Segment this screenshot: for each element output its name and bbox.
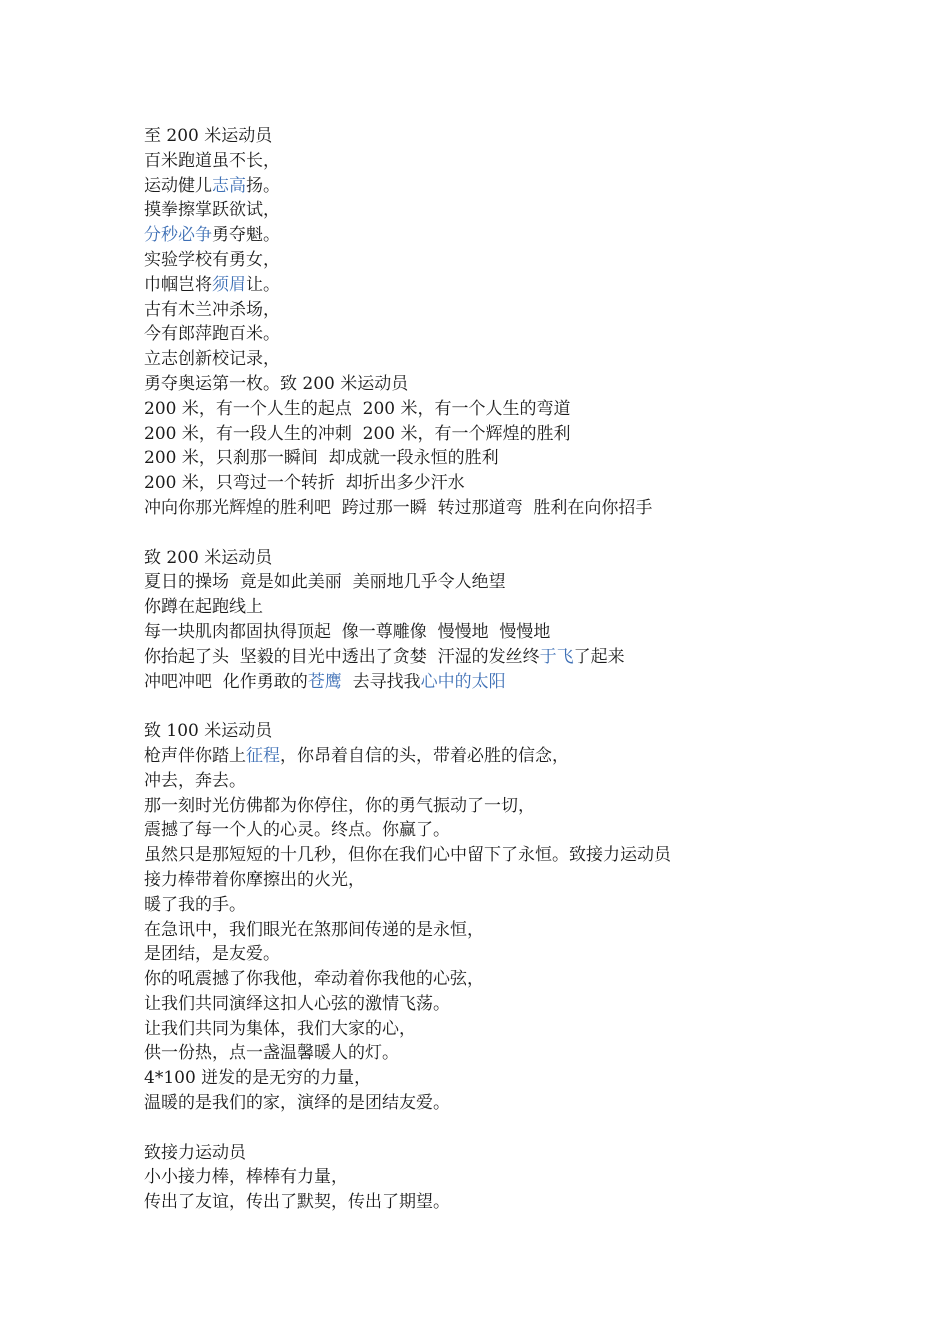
text-segment: 小小接力棒，棒棒有力量， [144, 1167, 348, 1188]
text-segment: 温暖的是我们的家，演绎的是团结友爱。 [144, 1093, 450, 1114]
keyword-link[interactable]: 于飞 [539, 646, 574, 667]
text-segment: 200 米，只弯过一个转折 却折出多少汗水 [144, 473, 465, 494]
text-segment: 致接力运动员 [144, 1142, 246, 1163]
text-line [144, 546, 924, 571]
text-segment: 让我们共同为集体，我们大家的心， [144, 1018, 416, 1039]
text-segment: 勇夺奥运第一枚。致 200 米运动员 [144, 373, 409, 394]
text-line [144, 1066, 924, 1091]
text-segment: 勇夺魁。 [212, 225, 280, 246]
blank-line [144, 521, 924, 546]
text-line [144, 769, 924, 794]
text-line [144, 942, 924, 967]
keyword-link[interactable]: 苍鹰 [307, 671, 342, 692]
text-line [144, 992, 924, 1017]
text-line [144, 570, 924, 595]
text-segment: 虽然只是那短短的十几秒，但你在我们心中留下了永恒。致接力运动员 [144, 845, 671, 866]
text-segment: 你蹲在起跑线上 [144, 597, 263, 618]
text-segment: ，你昂着自信的头，带着必胜的信念， [280, 745, 569, 766]
text-line [144, 322, 924, 347]
text-segment: 在急讯中，我们眼光在煞那间传递的是永恒， [144, 919, 484, 940]
text-line [144, 223, 924, 248]
text-line [144, 868, 924, 893]
text-line [144, 967, 924, 992]
text-line [144, 174, 924, 199]
text-segment: 至 200 米运动员 [144, 126, 273, 146]
text-line [144, 1017, 924, 1042]
text-segment: 巾帼岂将 [144, 274, 212, 295]
text-segment: 200 米，有一段人生的冲刺 200 米，有一个辉煌的胜利 [144, 423, 571, 444]
text-line [144, 298, 924, 323]
text-segment: 冲去，奔去。 [144, 770, 246, 791]
text-line [144, 645, 924, 670]
text-line [144, 471, 924, 496]
text-segment: 让我们共同演绎这扣人心弦的激情飞荡。 [144, 993, 450, 1014]
text-segment: 了起来 [573, 646, 625, 667]
text-line [144, 149, 924, 174]
text-line [144, 446, 924, 471]
text-segment: 致 100 米运动员 [144, 721, 273, 742]
text-line [144, 744, 924, 769]
keyword-link[interactable]: 分秒必争 [144, 225, 212, 246]
text-segment: 去寻找我 [341, 671, 421, 692]
text-segment: 你抬起了头 坚毅的目光中透出了贪婪 汗湿的发丝终 [144, 646, 540, 667]
text-line [144, 918, 924, 943]
blank-line [144, 694, 924, 719]
text-line [144, 1041, 924, 1066]
text-segment: 枪声伴你踏上 [144, 745, 246, 766]
text-segment: 古有木兰冲杀场， [144, 299, 280, 320]
text-line [144, 248, 924, 273]
text-line [144, 1141, 924, 1166]
text-segment: 那一刻时光仿佛都为你停住，你的勇气振动了一切， [144, 795, 535, 816]
text-segment: 扬。 [246, 175, 280, 196]
text-line [144, 719, 924, 744]
text-segment: 震撼了每一个人的心灵。终点。你赢了。 [144, 820, 450, 841]
text-line [144, 843, 924, 868]
text-segment: 接力棒带着你摩擦出的火光， [144, 869, 365, 890]
text-segment: 实验学校有勇女， [144, 249, 280, 270]
text-segment: 你的吼震撼了你我他，牵动着你我他的心弦， [144, 969, 484, 990]
text-segment: 百米跑道虽不长， [144, 150, 280, 171]
text-line [144, 595, 924, 620]
text-segment: 200 米，有一个人生的起点 200 米，有一个人生的弯道 [144, 398, 571, 419]
text-line [144, 397, 924, 422]
text-segment: 夏日的操场 竟是如此美丽 美丽地几乎令人绝望 [144, 572, 506, 593]
text-segment: 4*100 迸发的是无穷的力量， [144, 1068, 372, 1089]
text-line [144, 372, 924, 397]
text-line [144, 124, 924, 149]
document-text-body [144, 124, 924, 1215]
text-line [144, 198, 924, 223]
text-segment: 运动健儿 [144, 175, 212, 196]
text-line [144, 1165, 924, 1190]
text-segment: 传出了友谊，传出了默契，传出了期望。 [144, 1192, 450, 1213]
text-line [144, 347, 924, 372]
text-line [144, 893, 924, 918]
text-line [144, 794, 924, 819]
keyword-link[interactable]: 心中的太阳 [420, 671, 506, 692]
keyword-link[interactable]: 征程 [246, 745, 280, 766]
keyword-link[interactable]: 志高 [212, 175, 246, 196]
text-segment: 冲吧冲吧 化作勇敢的 [144, 671, 308, 692]
text-line [144, 422, 924, 447]
text-line [144, 496, 924, 521]
text-segment: 200 米，只刹那一瞬间 却成就一段永恒的胜利 [144, 448, 499, 469]
text-segment: 供一份热，点一盏温馨暖人的灯。 [144, 1043, 399, 1064]
text-segment: 冲向你那光辉煌的胜利吧 跨过那一瞬 转过那道弯 胜利在向你招手 [144, 497, 653, 518]
text-line [144, 1190, 924, 1215]
keyword-link[interactable]: 须眉 [212, 274, 246, 295]
text-line [144, 620, 924, 645]
text-line [144, 273, 924, 298]
text-segment: 是团结，是友爱。 [144, 944, 280, 965]
blank-line [144, 1116, 924, 1141]
text-line [144, 670, 924, 695]
text-segment: 暖了我的手。 [144, 894, 246, 915]
text-line [144, 1091, 924, 1116]
text-segment: 让。 [246, 274, 280, 295]
text-segment: 摸拳擦掌跃欲试， [144, 200, 280, 221]
text-segment: 立志创新校记录， [144, 349, 280, 370]
text-line [144, 818, 924, 843]
text-segment: 每一块肌肉都固执得顶起 像一尊雕像 慢慢地 慢慢地 [144, 621, 551, 642]
text-segment: 今有郎萍跑百米。 [144, 324, 280, 345]
text-segment: 致 200 米运动员 [144, 547, 273, 568]
